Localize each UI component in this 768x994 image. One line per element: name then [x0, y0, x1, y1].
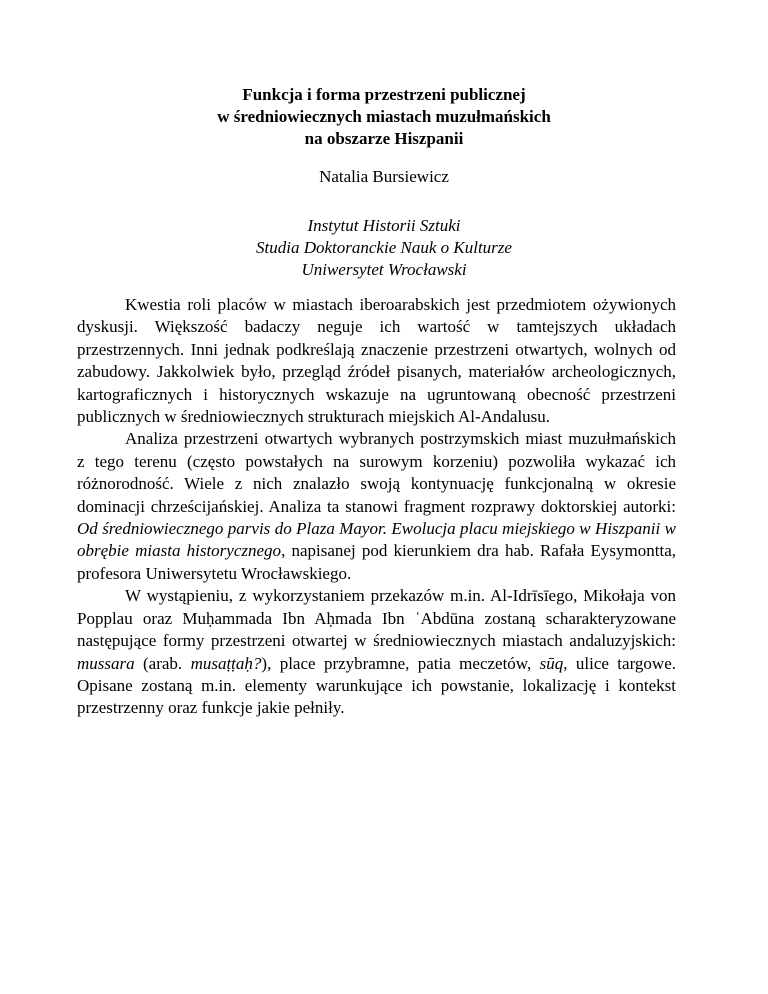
- paragraph-3-text-a: W wystąpieniu, z wykorzystaniem przekazów m.in. Al-Idrīsīego, Mikołaja von Popplau oraz Muḥammada Ibn Aḥmada Ibn ʿAbdūna zostaną scharakteryzowane następujące formy przestrzeni otwartej w średniowiecznych miastach andaluzyjskich:: [77, 586, 676, 651]
- author-name: Natalia Bursiewicz: [319, 167, 449, 186]
- title-line-2: w średniowiecznych miastach muzułmańskich: [217, 107, 551, 126]
- paragraph-3-text-b: (arab.: [134, 653, 191, 673]
- paragraph-3-text-c: ), place przybramne, patia meczetów,: [261, 653, 540, 673]
- title-line-1: Funkcja i forma przestrzeni publicznej: [242, 85, 526, 104]
- document-title: [0, 84, 768, 150]
- abstract-body: [77, 294, 676, 720]
- paragraph-2-text-b: , napisanej pod kierunkiem dra hab. Rafała Eysymontta, profesora Uniwersytetu Wrocławskiego.: [77, 541, 676, 583]
- term-mussara: mussara: [77, 653, 135, 673]
- dissertation-title: Od średniowiecznego parvis do Plaza Mayor. Ewolucja placu miejskiego w Hiszpanii w obrębie miasta historycznego: [77, 519, 676, 561]
- title-line-3: na obszarze Hiszpanii: [304, 129, 464, 148]
- paragraph-3: [77, 585, 676, 719]
- affiliation-university: Uniwersytet Wrocławski: [301, 260, 467, 279]
- affiliation-institute: Instytut Historii Sztuki: [307, 216, 461, 235]
- paragraph-2-text-a: Analiza przestrzeni otwartych wybranych postrzymskich miast muzułmańskich z tego terenu (często powstałych na surowym korzeniu) pozwoliła wykazać ich różnorodność. Wiele z nich znalazło swoją kontynuację funkcjonalną w okresie dominacji chrześcijańskiej. Analiza ta stanowi fragment rozprawy doktorskiej autorki:: [77, 429, 676, 516]
- paragraph-3-text-d: , ulice targowe. Opisane zostaną m.in. elementy warunkujące ich powstanie, lokalizację i kontekst przestrzenny oraz funkcje jakie pełniły.: [77, 653, 676, 718]
- term-suq: sūq: [539, 653, 564, 673]
- affiliation: [0, 215, 768, 281]
- affiliation-studies: Studia Doktoranckie Nauk o Kulturze: [256, 238, 512, 257]
- paragraph-1: Kwestia roli placów w miastach iberoarabskich jest przedmiotem ożywionych dyskusji. Większość badaczy neguje ich wartość w tamtejszych układach przestrzennych. Inni jednak podkreślają znaczenie przestrzeni otwartych, wolnych od zabudowy. Jakkolwiek było, przegląd źródeł pisanych, materiałów archeologicznych, kartograficznych i historycznych wskazuje na ugruntowaną obecność przestrzeni publicznych w średniowiecznych strukturach miejskich Al-Andalusu.: [77, 295, 676, 427]
- term-musattah: musaṭṭaḥ?: [190, 653, 262, 673]
- paragraph-2: [77, 428, 676, 585]
